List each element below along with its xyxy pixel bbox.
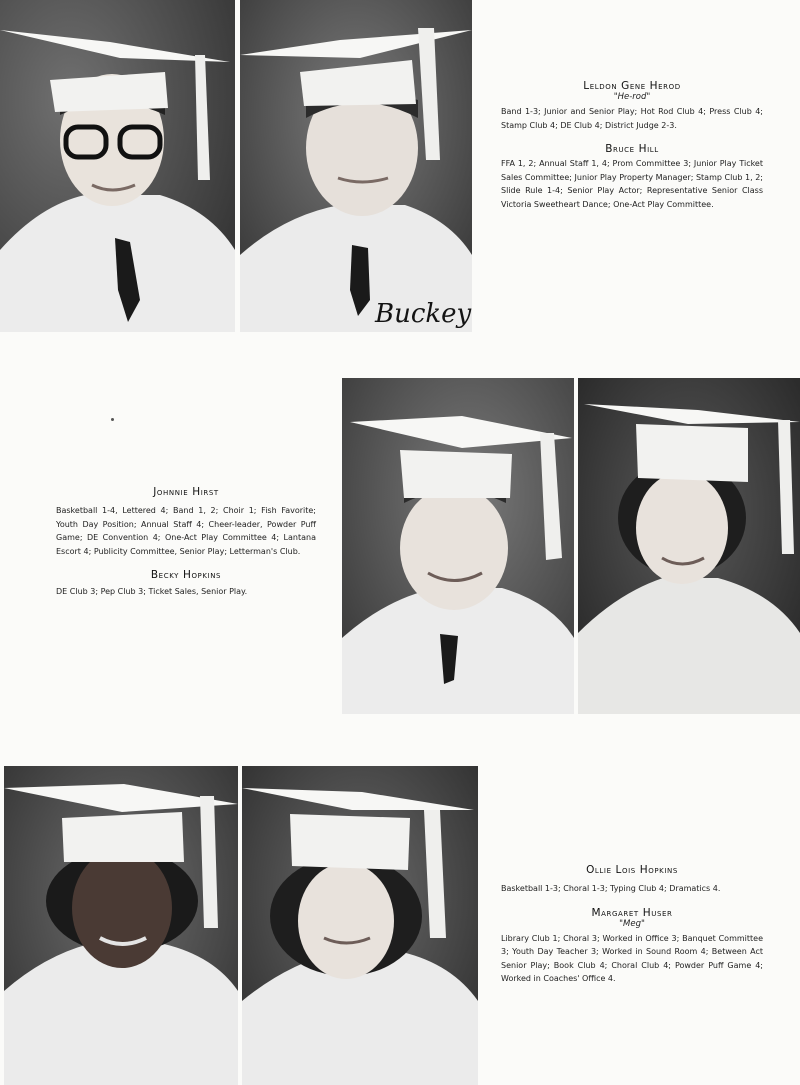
portrait-ollie-hopkins (4, 766, 238, 1085)
bio-block-top (501, 80, 763, 211)
portrait-johnnie-hirst (342, 378, 574, 714)
student-name: Leldon Gene Herod (583, 80, 681, 92)
speck (111, 418, 114, 421)
student-name: Margaret Huser (591, 906, 673, 919)
student-name: Johnnie Hirst (153, 486, 219, 498)
bio-block-bottom (501, 864, 763, 986)
student-activities: Basketball 1-3; Choral 1-3; Typing Club 4; Dramatics 4. (501, 884, 721, 893)
student-nickname: "Meg" (619, 918, 645, 929)
student-name: Becky Hopkins (150, 569, 222, 581)
student-activities: FFA 1, 2; Annual Staff 1, 4; Prom Committee 3; Junior Play Ticket Sales Committee; Junior Play Property Manager; Stamp Club 1, 2; Slide Rule 1-4; Senior Play Actor; Representative Senior Class Victoria Sweetheart Dance; One-Act Play Committee. (501, 159, 763, 209)
portrait-margaret-huser (242, 766, 478, 1085)
portrait-leldon-herod (0, 0, 235, 332)
student-activities: Library Club 1; Choral 3; Worked in Office 3; Banquet Committee 3; Youth Day Teacher 3; Worked in Sound Room 4; Between Act Senior Play; Book Club 4; Choral Club 4; Powder Puff Game 4; Worked in Coaches' Office 4. (501, 933, 763, 983)
student-name: Bruce Hill (605, 143, 659, 155)
student-activities: Basketball 1-4, Lettered 4; Band 1, 2; Choir 1; Fish Favorite; Youth Day Position; Annual Staff 4; Cheer-leader, Powder Puff Game; DE Convention 4; One-Act Play Committee 4; Lantana Escort 4; Publicity Committee, Senior Play; Letterman's Club. (56, 506, 316, 556)
student-nickname: "He-rod" (613, 92, 651, 102)
portrait-bruce-hill (240, 0, 472, 332)
student-name: Ollie Lois Hopkins (586, 864, 678, 876)
student-activities: DE Club 3; Pep Club 3; Ticket Sales, Senior Play. (56, 587, 248, 596)
signature: Buckey (375, 299, 472, 329)
student-activities: Band 1-3; Junior and Senior Play; Hot Rod Club 4; Press Club 4; Stamp Club 4; DE Club 4; District Judge 2-3. (501, 107, 763, 130)
portrait-becky-hopkins (578, 378, 800, 714)
bio-block-middle (56, 486, 316, 599)
